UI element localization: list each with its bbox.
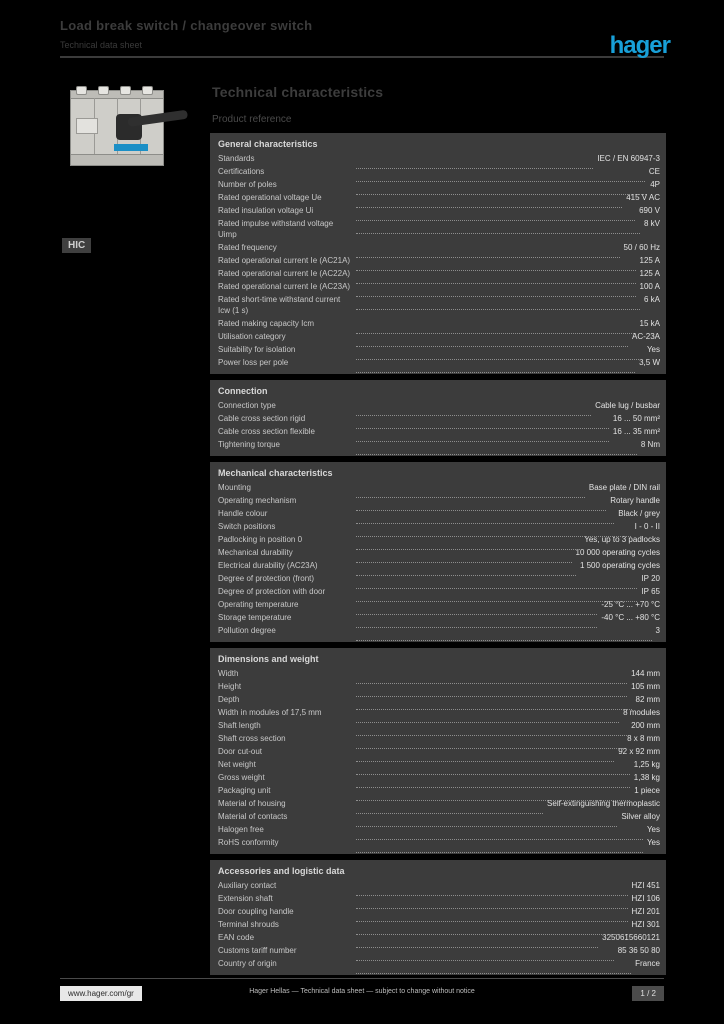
spec-key: Utilisation category (218, 332, 286, 341)
spec-value: 1 piece (634, 786, 660, 795)
spec-leader-dots (356, 261, 636, 271)
spec-value: -40 °C ... +80 °C (601, 613, 660, 622)
spec-key: Rated insulation voltage Ui (218, 206, 314, 215)
spec-value: Yes, up to 3 padlocks (584, 535, 660, 544)
spec-key: Rated short-time withstand current Icw (1 s) (218, 295, 341, 315)
spec-row (216, 152, 660, 165)
spec-value: 1 500 operating cycles (579, 561, 660, 570)
spec-leader-dots (356, 287, 636, 297)
spec-key: Standards (218, 154, 255, 163)
spec-value: IP 65 (641, 587, 660, 596)
spec-key: Rated making capacity Icm (218, 319, 315, 328)
spec-row (216, 317, 660, 330)
spec-value: 3250615660121 (602, 933, 660, 942)
spec-value: IEC / EN 60947-3 (597, 154, 660, 163)
product-reference: HIC (62, 238, 91, 253)
spec-leader-dots (356, 350, 643, 360)
terminal-icon (98, 86, 109, 95)
spec-leader-dots (356, 886, 628, 896)
spec-value: HZI 301 (631, 920, 660, 929)
spec-leader-dots (356, 501, 606, 511)
spec-key: Degree of protection with door (218, 587, 326, 596)
spec-leader-dots (356, 300, 640, 310)
device-blue-band (114, 144, 148, 151)
spec-key: Door cut-out (218, 747, 263, 756)
spec-leader-dots (356, 488, 585, 498)
spec-leader-dots (356, 527, 631, 537)
spec-key: Certifications (218, 167, 265, 176)
spec-row (216, 667, 660, 680)
spec-block-heading: Dimensions and weight (218, 654, 319, 664)
spec-leader-dots (356, 618, 597, 628)
spec-key: Cable cross section rigid (218, 414, 306, 423)
spec-block-heading: General characteristics (218, 139, 318, 149)
spec-key: Extension shaft (218, 894, 273, 903)
spec-key: Terminal shrouds (218, 920, 279, 929)
spec-leader-dots (356, 248, 620, 258)
spec-value: 125 A (639, 269, 660, 278)
spec-key: Degree of protection (front) (218, 574, 315, 583)
spec-leader-dots (356, 432, 609, 442)
spec-row (216, 399, 660, 412)
spec-value: 200 mm (631, 721, 660, 730)
spec-leader-dots (356, 514, 614, 524)
spec-leader-dots (356, 938, 598, 948)
spec-block (210, 133, 666, 374)
spec-leader-dots (356, 198, 622, 208)
spec-leader-dots (356, 172, 645, 182)
spec-leader-dots (356, 631, 652, 641)
spec-leader-dots (356, 700, 632, 710)
spec-value: IP 20 (641, 574, 660, 583)
spec-leader-dots (356, 765, 630, 775)
spec-value: 82 mm (635, 695, 660, 704)
spec-leader-dots (356, 406, 591, 416)
spec-key: Packaging unit (218, 786, 271, 795)
spec-key: Handle colour (218, 509, 268, 518)
spec-leader-dots (356, 674, 627, 684)
spec-key: Net weight (218, 760, 256, 769)
spec-value: 415 V AC (626, 193, 660, 202)
spec-key: Material of housing (218, 799, 286, 808)
spec-value: 8 x 8 mm (627, 734, 660, 743)
spec-key: Rated operational voltage Ue (218, 193, 322, 202)
document-header (42, 10, 682, 62)
terminal-icon (120, 86, 131, 95)
footer-divider (60, 978, 664, 979)
footer-note: Hager Hellas — Technical data sheet — subject to change without notice (249, 988, 475, 995)
specs-subtitle: Product reference (212, 114, 292, 125)
spec-key: Electrical durability (AC23A) (218, 561, 318, 570)
spec-block (210, 860, 666, 975)
spec-key: Country of origin (218, 959, 277, 968)
spec-leader-dots (356, 817, 617, 827)
spec-value: 144 mm (631, 669, 660, 678)
spec-leader-dots (356, 211, 635, 221)
spec-key: Operating mechanism (218, 496, 297, 505)
spec-leader-dots (356, 830, 643, 840)
footer-url[interactable]: www.hager.com/gr (60, 986, 142, 1001)
spec-key: Number of poles (218, 180, 277, 189)
spec-key: Rated impulse withstand voltage Uimp (218, 219, 334, 239)
spec-leader-dots (356, 540, 580, 550)
spec-key: Tightening torque (218, 440, 280, 449)
spec-value: 16 ... 35 mm² (612, 427, 660, 436)
spec-leader-dots (356, 566, 576, 576)
spec-key: Shaft cross section (218, 734, 286, 743)
spec-leader-dots (356, 553, 572, 563)
spec-key: Operating temperature (218, 600, 299, 609)
spec-key: Cable cross section flexible (218, 427, 315, 436)
spec-key: RoHS conformity (218, 838, 279, 847)
spec-value: Rotary handle (610, 496, 660, 505)
page-title: Load break switch / changeover switch (60, 18, 313, 33)
spec-row (216, 879, 660, 892)
spec-key: Width in modules of 17,5 mm (218, 708, 322, 717)
spec-leader-dots (356, 324, 636, 334)
spec-leader-dots (356, 579, 637, 589)
spec-value: 10 000 operating cycles (575, 548, 660, 557)
spec-value: Yes (646, 838, 660, 847)
spec-row (216, 241, 660, 254)
spec-key: Connection type (218, 401, 276, 410)
spec-value: 690 V (639, 206, 660, 215)
spec-block-heading: Mechanical characteristics (218, 468, 333, 478)
spec-value: 105 mm (631, 682, 660, 691)
spec-value: 16 ... 50 mm² (612, 414, 660, 423)
spec-leader-dots (356, 899, 628, 909)
spec-value: 8 kV (643, 219, 660, 228)
spec-leader-dots (356, 419, 609, 429)
spec-leader-dots (356, 592, 637, 602)
spec-key: Height (218, 682, 242, 691)
spec-leader-dots (356, 224, 640, 234)
spec-key: Shaft length (218, 721, 261, 730)
specs-title: Technical characteristics (212, 84, 384, 100)
spec-key: Auxiliary contact (218, 881, 277, 890)
hager-logo: hager (609, 32, 670, 59)
header-divider (60, 56, 664, 58)
spec-key: Switch positions (218, 522, 276, 531)
spec-key: Suitability for isolation (218, 345, 296, 354)
spec-key: Door coupling handle (218, 907, 294, 916)
product-image (62, 84, 194, 176)
spec-leader-dots (356, 752, 614, 762)
spec-value: HZI 106 (631, 894, 660, 903)
spec-leader-dots (356, 964, 631, 974)
spec-key: Rated operational current Ie (AC23A) (218, 282, 351, 291)
spec-value: 125 A (639, 256, 660, 265)
spec-value: 15 kA (639, 319, 660, 328)
spec-key: Storage temperature (218, 613, 292, 622)
spec-value: Silver alloy (621, 812, 660, 821)
spec-leader-dots (356, 713, 619, 723)
spec-leader-dots (356, 951, 614, 961)
spec-value: 50 / 60 Hz (623, 243, 660, 252)
footer-page-number: 1 / 2 (632, 986, 664, 1001)
spec-leader-dots (356, 445, 637, 455)
spec-value: 4P (650, 180, 660, 189)
spec-value: 92 x 92 mm (618, 747, 660, 756)
spec-value: 85 36 50 80 (617, 946, 660, 955)
spec-leader-dots (356, 925, 628, 935)
spec-value: 6 kA (643, 295, 660, 304)
spec-value: 1,25 kg (633, 760, 660, 769)
spec-value: Yes (646, 345, 660, 354)
spec-value: Base plate / DIN rail (588, 483, 660, 492)
spec-block (210, 380, 666, 456)
document-footer (42, 978, 682, 1006)
spec-value: CE (648, 167, 660, 176)
spec-key: Mechanical durability (218, 548, 293, 557)
spec-leader-dots (356, 687, 627, 697)
spec-key: Material of contacts (218, 812, 288, 821)
spec-block-heading: Connection (218, 386, 268, 396)
spec-key: Halogen free (218, 825, 264, 834)
spec-key: Power loss per pole (218, 358, 289, 367)
spec-value: Black / grey (618, 509, 660, 518)
spec-key: Rated operational current Ie (AC22A) (218, 269, 351, 278)
specs-blocks (210, 133, 666, 975)
spec-value: HZI 201 (631, 907, 660, 916)
spec-leader-dots (356, 274, 636, 284)
spec-row (216, 481, 660, 494)
spec-value: 100 A (639, 282, 660, 291)
spec-key: Padlocking in position 0 (218, 535, 303, 544)
spec-value: HZI 451 (631, 881, 660, 890)
spec-key: Pollution degree (218, 626, 276, 635)
spec-value: France (635, 959, 660, 968)
spec-key: Mounting (218, 483, 251, 492)
document-sheet (42, 10, 682, 1014)
spec-key: EAN code (218, 933, 255, 942)
spec-key: Rated frequency (218, 243, 277, 252)
specifications-column (210, 84, 666, 981)
terminal-icon (142, 86, 153, 95)
spec-value: 1,38 kg (633, 773, 660, 782)
spec-leader-dots (356, 726, 627, 736)
spec-leader-dots (356, 791, 630, 801)
spec-value: 3,5 W (639, 358, 660, 367)
spec-block (210, 648, 666, 854)
spec-value: Yes (646, 825, 660, 834)
spec-value: AC-23A (631, 332, 660, 341)
spec-leader-dots (356, 363, 635, 373)
terminal-icon (76, 86, 87, 95)
spec-key: Rated operational current Ie (AC21A) (218, 256, 351, 265)
spec-leader-dots (356, 185, 646, 195)
spec-value: 8 modules (623, 708, 660, 717)
spec-value: Self-extinguishing thermoplastic (547, 799, 660, 808)
spec-leader-dots (356, 843, 643, 853)
spec-leader-dots (356, 605, 597, 615)
spec-key: Customs tariff number (218, 946, 297, 955)
spec-leader-dots (356, 912, 628, 922)
spec-leader-dots (356, 337, 628, 347)
device-bottom-block (70, 154, 164, 166)
spec-key: Depth (218, 695, 240, 704)
page-subtitle: Technical data sheet (60, 40, 143, 50)
spec-leader-dots (356, 739, 623, 749)
spec-block (210, 462, 666, 642)
spec-value: 3 (655, 626, 660, 635)
spec-key: Gross weight (218, 773, 265, 782)
spec-value: -25 °C ... +70 °C (601, 600, 660, 609)
spec-value: 8 Nm (640, 440, 660, 449)
spec-key: Width (218, 669, 239, 678)
device-nameplate (76, 118, 98, 134)
spec-block-heading: Accessories and logistic data (218, 866, 345, 876)
spec-leader-dots (356, 159, 593, 169)
spec-leader-dots (356, 804, 543, 814)
spec-value: I - 0 - II (634, 522, 660, 531)
spec-leader-dots (356, 778, 630, 788)
left-column (56, 84, 216, 253)
spec-value: Cable lug / busbar (595, 401, 660, 410)
